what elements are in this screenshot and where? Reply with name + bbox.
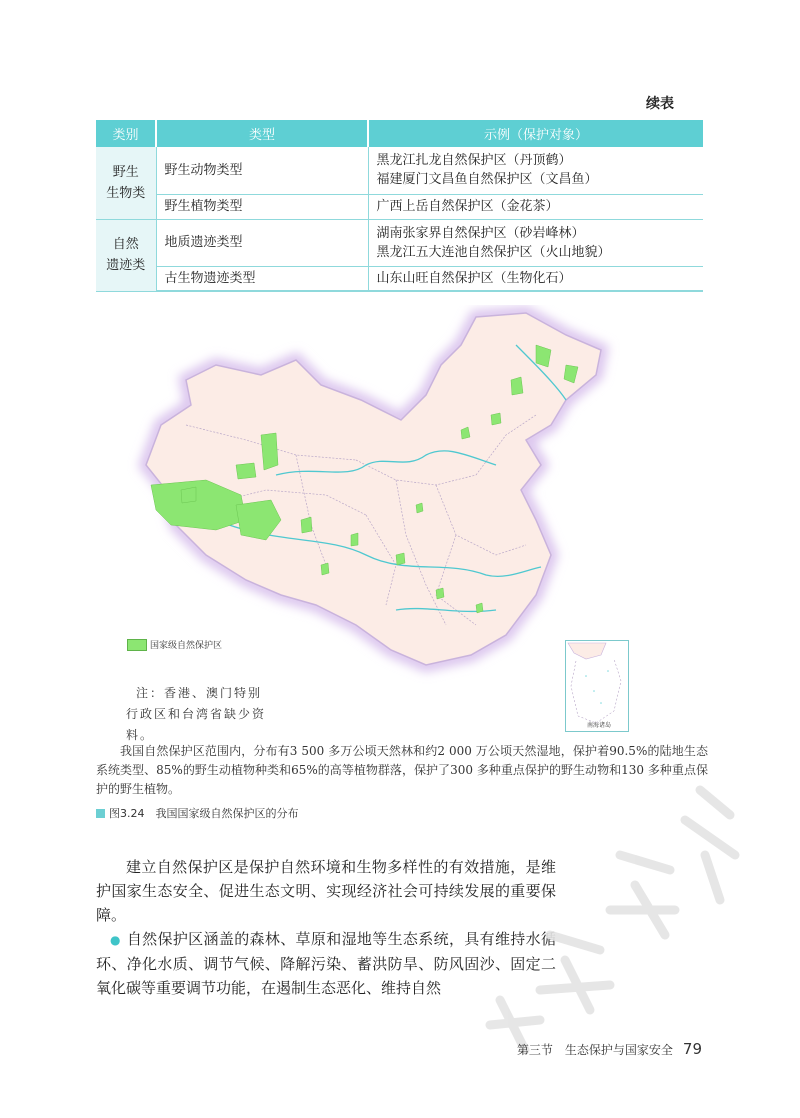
header-examples: 示例（保护对象） (368, 120, 703, 147)
bullet-icon: ● (110, 933, 121, 947)
examples-cell: 黑龙江扎龙自然保护区（丹顶鹤） 福建厦门文昌鱼自然保护区（文昌鱼） (368, 147, 703, 194)
header-type: 类型 (156, 120, 368, 147)
examples-cell: 湖南张家界自然保护区（砂岩峰林） 黑龙江五大连池自然保护区（火山地貌） (368, 219, 703, 266)
header-category: 类别 (96, 120, 156, 147)
body-text (96, 855, 556, 1000)
caption-marker (96, 809, 105, 818)
table-row (96, 266, 703, 291)
legend-swatch (127, 639, 147, 651)
table-row (96, 219, 703, 266)
type-cell: 野生动物类型 (156, 147, 368, 194)
body-paragraph-2: ● 自然保护区涵盖的森林、草原和湿地等生态系统，具有维持水循环、净化水质、调节气候、降解污染、蓄洪防旱、防风固沙、固定二氧化碳等重要调节功能，在遏制生态恶化、维持自然 (96, 930, 556, 997)
legend-label: 国家级自然保护区 (150, 641, 223, 651)
footer-section: 第三节 生态保护与国家安全 (516, 1043, 673, 1057)
figure-description: 我国自然保护区范围内，分布有3 500 多万公顷天然林和约2 000 万公顷天然湿地，保护着90.5%的陆地生态系统类型、85%的野生动植物种类和65%的高等植物群落，保护了300 多种重点保护的野生动物和130 多种重点保护的野生植物。 (96, 744, 708, 796)
type-cell: 野生植物类型 (156, 194, 368, 219)
inset-label: 南海诸岛 (587, 722, 612, 729)
category-cell: 自然 遗迹类 (96, 219, 156, 291)
type-cell: 古生物遗迹类型 (156, 266, 368, 291)
body-paragraph-1: 建立自然保护区是保护自然环境和生物多样性的有效措施，是维护国家生态安全、促进生态文明、实现经济社会可持续发展的重要保障。 (96, 858, 556, 924)
type-cell: 地质遗迹类型 (156, 219, 368, 266)
table-row (96, 194, 703, 219)
map-note-line2: 行政区和台湾省缺少资料。 (126, 707, 267, 742)
figure-caption (96, 805, 299, 821)
category-cell: 野生 生物类 (96, 147, 156, 219)
inset-map (566, 641, 628, 731)
examples-cell: 山东山旺自然保护区（生物化石） (368, 266, 703, 291)
map-legend (127, 638, 222, 651)
south-china-sea-inset (565, 640, 629, 732)
caption-text: 图3.24 我国国家级自然保护区的分布 (109, 807, 299, 820)
table-row (96, 147, 703, 194)
examples-cell: 广西上岳自然保护区（金花茶） (368, 194, 703, 219)
continued-label: 续表 (646, 96, 674, 112)
map-note-line1: 注：香港、澳门特别 (136, 686, 263, 700)
page-number: 79 (682, 1040, 702, 1058)
reserve-type-table (96, 120, 703, 292)
page-footer (517, 1040, 702, 1058)
map-note (126, 683, 286, 746)
